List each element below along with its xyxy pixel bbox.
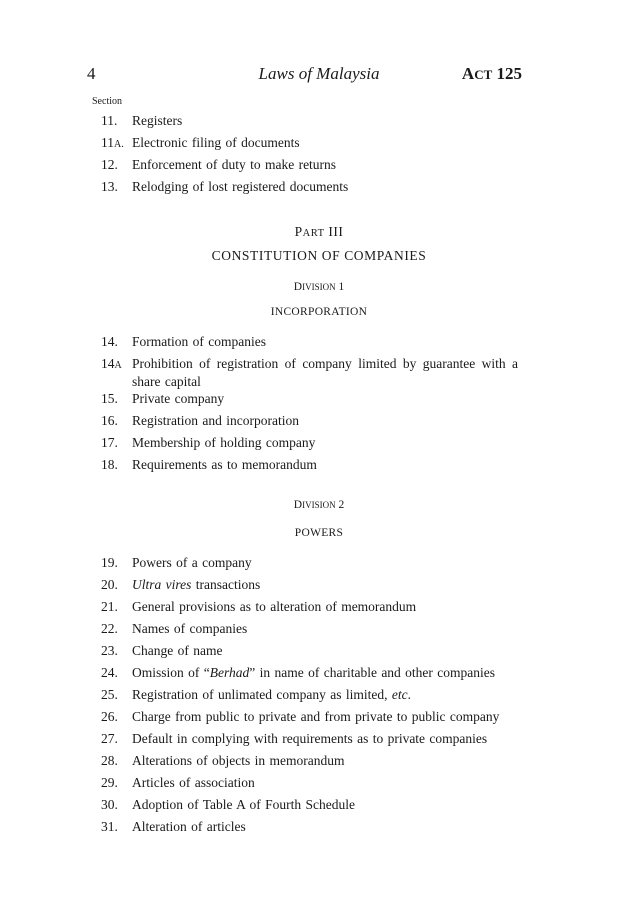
section-title: Names of companies xyxy=(132,621,248,636)
section-title: Requirements as to memorandum xyxy=(132,457,317,472)
section-title: Prohibition of registration of company limited by guarantee with a share capital xyxy=(132,356,518,389)
section-title: Alteration of articles xyxy=(132,819,246,834)
act-number: 125 xyxy=(492,64,522,83)
title-start: Omission of “ xyxy=(132,665,210,680)
section-number xyxy=(101,355,122,375)
section-number: 31. xyxy=(101,819,118,834)
section-title: Private company xyxy=(132,391,225,406)
division-prefix: D xyxy=(293,281,303,293)
section-number: 16. xyxy=(101,413,118,428)
division-title: POWERS xyxy=(294,527,344,539)
division-title: INCORPORATION xyxy=(270,306,368,318)
section-number: 17. xyxy=(101,435,118,450)
section-number: 25. xyxy=(101,687,118,702)
section-title: Formation of companies xyxy=(132,334,266,349)
section-number: 11. xyxy=(101,113,118,128)
section-number-main: 11 xyxy=(101,135,114,150)
section-title: Charge from public to private and from private to public company xyxy=(132,709,500,724)
section-title: Alterations of objects in memorandum xyxy=(132,753,345,768)
section-number: 12. xyxy=(101,157,118,172)
section-title: Enforcement of duty to make returns xyxy=(132,157,337,172)
section-number: 26. xyxy=(101,709,118,724)
section-title: Default in complying with requirements as to private companies xyxy=(132,731,488,746)
section-number: 23. xyxy=(101,643,118,658)
section-title: Electronic filing of documents xyxy=(132,135,300,150)
title-rest: transactions xyxy=(191,577,261,592)
title-start: Registration of unlimated company as limited, xyxy=(132,687,392,702)
italic-term: etc xyxy=(391,687,408,702)
section-title xyxy=(132,686,518,704)
section-number: 24. xyxy=(101,665,118,680)
section-label: Section xyxy=(92,96,122,107)
section-number: 13. xyxy=(101,179,118,194)
italic-term: Berhad xyxy=(209,665,250,680)
title-rest: . xyxy=(407,687,411,702)
division-prefix: D xyxy=(293,499,303,511)
section-number: 28. xyxy=(101,753,118,768)
section-title: Membership of holding company xyxy=(132,435,316,450)
section-title: Registers xyxy=(132,113,183,128)
section-number: 19. xyxy=(101,555,118,570)
section-number: 30. xyxy=(101,797,118,812)
section-title: Relodging of lost registered documents xyxy=(132,179,349,194)
running-title: Laws of Malaysia xyxy=(258,64,380,83)
section-number: 27. xyxy=(101,731,118,746)
italic-term: Ultra vires xyxy=(132,577,192,592)
section-title: Powers of a company xyxy=(132,555,252,570)
division-number: 2 xyxy=(335,499,345,511)
section-number: 15. xyxy=(101,391,118,406)
section-title: Adoption of Table A of Fourth Schedule xyxy=(132,797,356,812)
act-small-caps: CT xyxy=(474,67,493,82)
section-number: 29. xyxy=(101,775,118,790)
part-title: CONSTITUTION OF COMPANIES xyxy=(211,248,427,263)
section-number: 14. xyxy=(101,334,118,349)
part-number: III xyxy=(324,224,344,239)
section-title xyxy=(132,576,518,594)
act-prefix: A xyxy=(461,64,475,83)
section-title: Articles of association xyxy=(132,775,255,790)
division-number: 1 xyxy=(335,281,345,293)
part-heading xyxy=(0,224,638,240)
act-reference xyxy=(462,64,522,84)
part-prefix: P xyxy=(294,224,303,239)
division-small-caps: IVISION xyxy=(302,500,336,510)
page-number: 4 xyxy=(87,64,96,83)
section-number-main: 14 xyxy=(101,356,115,371)
section-title: Change of name xyxy=(132,643,223,658)
section-number: 21. xyxy=(101,599,118,614)
title-rest: ” in name of charitable and other companies xyxy=(249,665,496,680)
section-number: 18. xyxy=(101,457,118,472)
part-small-caps: ART xyxy=(302,228,325,239)
division-heading xyxy=(0,281,638,293)
section-title: General provisions as to alteration of memorandum xyxy=(132,599,417,614)
section-number xyxy=(101,134,124,154)
section-title: Registration and incorporation xyxy=(132,413,299,428)
section-number: 20. xyxy=(101,577,118,592)
section-number-suffix: A. xyxy=(114,139,124,150)
section-number: 22. xyxy=(101,621,118,636)
section-number-suffix: A xyxy=(114,360,122,371)
section-title xyxy=(132,664,518,682)
division-heading xyxy=(0,499,638,511)
division-small-caps: IVISION xyxy=(302,282,336,292)
